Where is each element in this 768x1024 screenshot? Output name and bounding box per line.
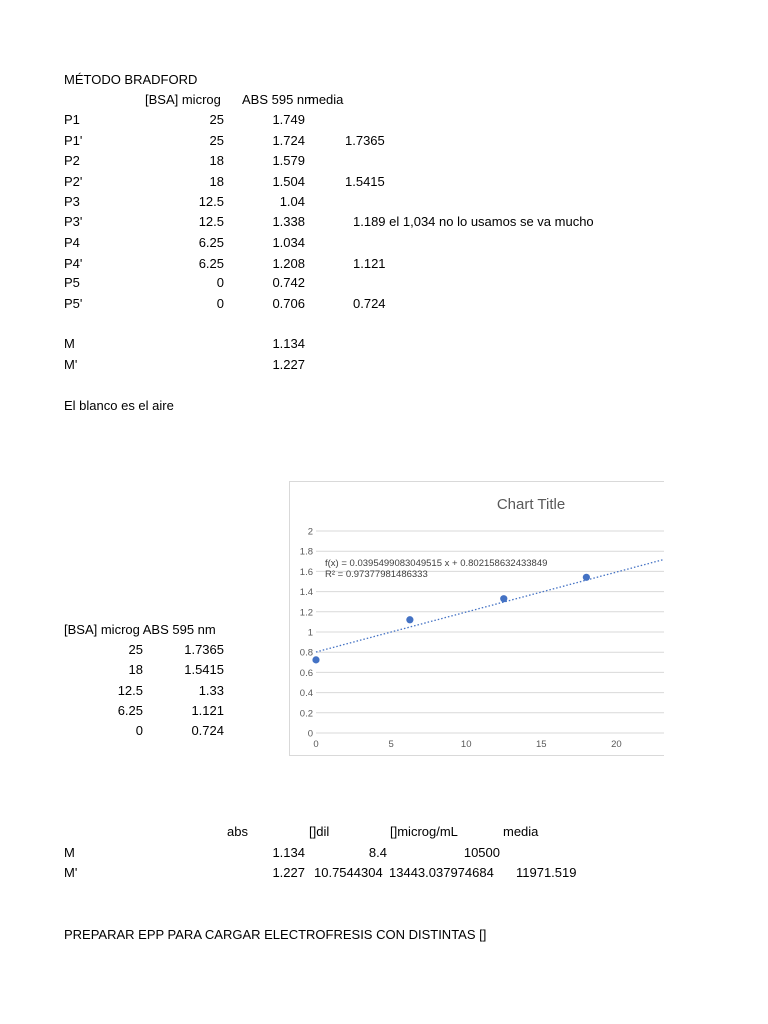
table1-row-label: P5 [64, 275, 80, 290]
table1-row-label: P2' [64, 174, 83, 189]
table1-row-bsa: 6.25 [198, 235, 224, 250]
table1-row-bsa: 0 [216, 275, 224, 290]
y-tick-label: 0.4 [299, 688, 313, 700]
x-tick-label: 10 [460, 739, 472, 750]
table2-row-bsa: 18 [128, 662, 143, 677]
table1-row-bsa: 12.5 [198, 214, 224, 229]
table2-row-bsa: 0 [135, 723, 143, 738]
table2-row-abs: 1.121 [191, 703, 224, 718]
footer-note: PREPARAR EPP PARA CARGAR ELECTROFRESIS CON DISTINTAS [] [64, 927, 487, 942]
table1-row-label: P4 [64, 235, 80, 250]
table2-row-bsa: 25 [128, 642, 143, 657]
y-tick-label: 1.2 [299, 607, 313, 619]
y-tick-label: 1.6 [299, 566, 313, 578]
table1-row-abs: 1.579 [272, 153, 305, 168]
table1-row-label: P3 [64, 194, 80, 209]
table1-row-media: 1.5415 [345, 174, 385, 189]
table1-row-bsa: 0 [216, 296, 224, 311]
y-tick-label: 0 [307, 728, 313, 740]
y-tick-label: 1.8 [299, 546, 313, 558]
table1-header-media: media [308, 92, 344, 107]
table2-row-abs: 1.33 [198, 683, 224, 698]
chart-title: Chart Title [496, 496, 566, 513]
table3-row-media: 11971.519 [516, 865, 577, 880]
trendline-equation: f(x) = 0.0395499083049515 x + 0.802158632433849 [325, 558, 548, 569]
table3-row-conc: 13443.037974684 [389, 865, 494, 880]
data-point[interactable] [312, 656, 319, 663]
table1-row-abs: 1.724 [272, 133, 305, 148]
table1-row-abs: 1.749 [272, 112, 305, 127]
table3-row-label: M [64, 845, 75, 860]
blank-note: El blanco es el aire [64, 398, 174, 413]
table1-header-bsa: [BSA] microg [145, 92, 221, 107]
sample-abs: 1.134 [272, 336, 305, 351]
y-tick-label: 0.8 [299, 647, 313, 659]
table1-row-abs: 1.338 [272, 214, 305, 229]
y-tick-label: 2 [307, 526, 313, 538]
table1-row-label: P5' [64, 296, 83, 311]
table3-row-conc: 10500 [463, 845, 500, 860]
table1-row-media: 1.7365 [345, 133, 385, 148]
y-tick-label: 0.6 [299, 667, 313, 679]
scatter-chart[interactable] [289, 481, 664, 756]
table1-row-abs: 1.034 [272, 235, 305, 250]
x-tick-label: 5 [388, 739, 394, 750]
table1-row-abs: 1.04 [279, 194, 305, 209]
table1-row-abs: 0.742 [272, 275, 305, 290]
chart-border [290, 482, 665, 756]
x-tick-label: 0 [313, 739, 319, 750]
x-tick-label: 15 [536, 739, 547, 750]
table1-row-bsa: 18 [209, 153, 224, 168]
sample-abs: 1.227 [272, 357, 305, 372]
sample-label: M [64, 336, 75, 351]
table3-header-media: media [503, 824, 539, 839]
table1-row-bsa: 25 [209, 112, 224, 127]
table3-row-dil: 10.7544304 [314, 865, 383, 880]
x-tick-label: 20 [611, 739, 622, 750]
table1-row-media: 1.189 el 1,034 no lo usamos se va mucho [353, 214, 594, 229]
table1-row-abs: 1.208 [272, 256, 305, 271]
table1-row-label: P2 [64, 153, 80, 168]
table3-header-abs: abs [227, 824, 248, 839]
table1-row-label: P4' [64, 256, 83, 271]
data-point[interactable] [583, 574, 590, 581]
table1-row-label: P1 [64, 112, 80, 127]
table3-header-conc: []microg/mL [390, 824, 458, 839]
sheet-title: MÉTODO BRADFORD [64, 72, 198, 87]
table1-row-label: P1' [64, 133, 83, 148]
table2-row-abs: 1.7365 [184, 642, 224, 657]
table1-row-media: 0.724 [353, 296, 386, 311]
table2-row-abs: 0.724 [191, 723, 224, 738]
data-point[interactable] [500, 595, 507, 602]
table3-row-abs: 1.134 [272, 845, 305, 860]
table2-row-abs: 1.5415 [184, 662, 224, 677]
table1-header-abs: ABS 595 nm [242, 92, 315, 107]
table2-row-bsa: 6.25 [117, 703, 143, 718]
y-tick-label: 1.4 [299, 587, 313, 599]
table1-row-media: 1.121 [353, 256, 386, 271]
table1-row-label: P3' [64, 214, 83, 229]
table3-header-dil: []dil [309, 824, 330, 839]
table3-row-dil: 8.4 [368, 845, 387, 860]
y-tick-label: 0.2 [299, 708, 313, 720]
table1-row-bsa: 25 [209, 133, 224, 148]
table2-header: [BSA] microg ABS 595 nm [64, 622, 216, 637]
data-point[interactable] [406, 616, 413, 623]
table1-row-bsa: 6.25 [198, 256, 224, 271]
table3-row-abs: 1.227 [272, 865, 305, 880]
y-tick-label: 1 [307, 627, 313, 639]
table1-row-abs: 0.706 [272, 296, 305, 311]
sample-label: M' [64, 357, 78, 372]
trendline-r2: R² = 0.97377981486333 [325, 569, 428, 580]
table1-row-bsa: 12.5 [198, 194, 224, 209]
table2-row-bsa: 12.5 [117, 683, 143, 698]
table1-row-bsa: 18 [209, 174, 224, 189]
table1-row-abs: 1.504 [272, 174, 305, 189]
table3-row-label: M' [64, 865, 78, 880]
